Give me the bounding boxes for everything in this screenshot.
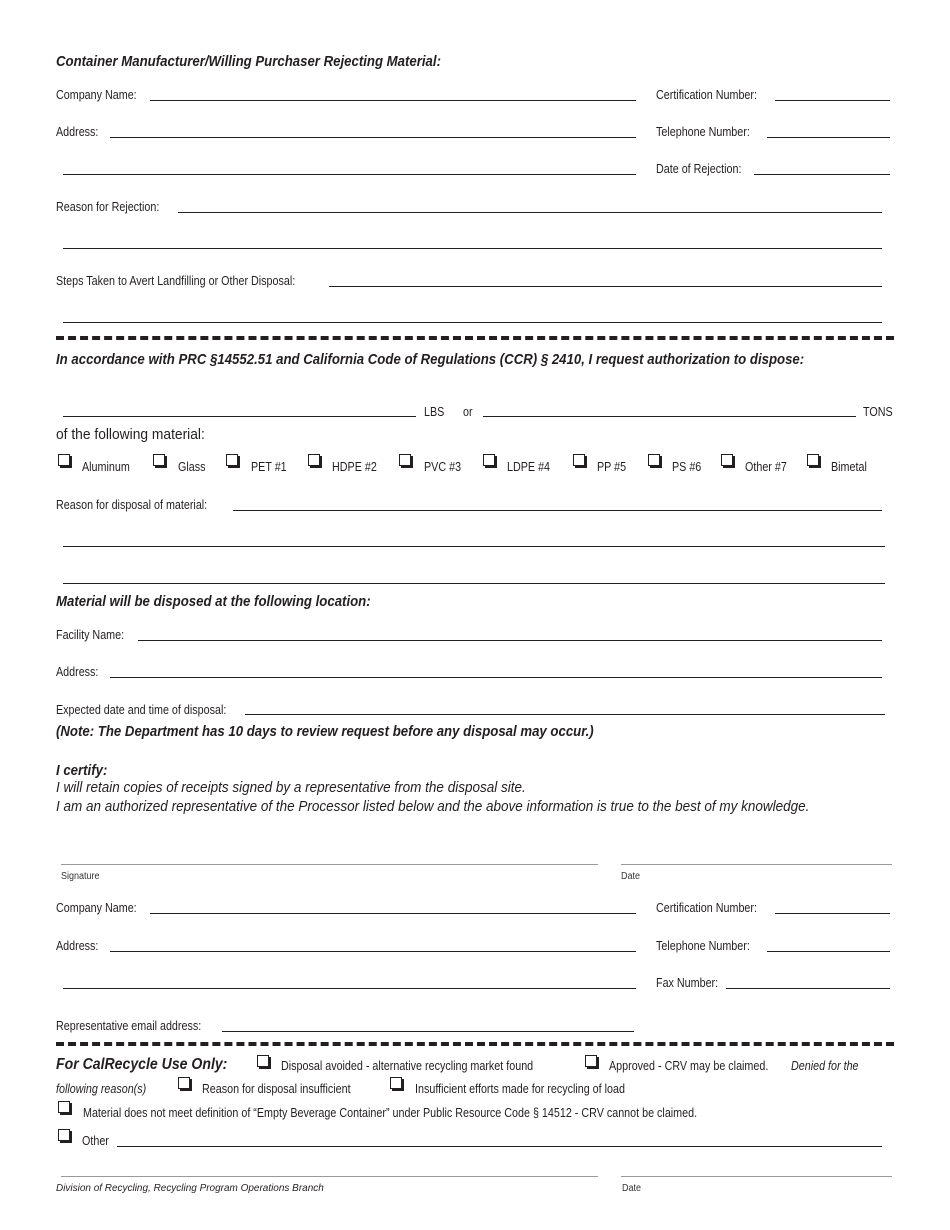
efforts-insufficient-checkbox[interactable] (390, 1077, 402, 1089)
or-label: or (463, 405, 473, 419)
ps-label: PS #6 (672, 460, 702, 474)
ldpe-label: LDPE #4 (507, 460, 551, 474)
reason-for-disposal-field-3[interactable] (63, 583, 885, 584)
certify-line-2: I am an authorized representative of the Processor listed below and the above information is true to the best of my knowledge. (56, 798, 810, 815)
certify-heading: I certify: (56, 762, 108, 779)
aluminum-label: Aluminum (82, 460, 130, 474)
other-7-label: Other #7 (745, 460, 787, 474)
certification-number-label: Certification Number: (656, 88, 757, 102)
email-label: Representative email address: (56, 1019, 202, 1033)
calrecycle-divider (56, 1042, 894, 1046)
pp-checkbox[interactable] (573, 454, 585, 466)
fax-number-field[interactable] (726, 988, 890, 989)
facility-name-field[interactable] (138, 640, 882, 641)
disposal-avoided-checkbox[interactable] (257, 1055, 269, 1067)
email-field[interactable] (222, 1031, 634, 1032)
not-empty-container-checkbox[interactable] (58, 1101, 70, 1113)
section-divider (56, 336, 894, 340)
telephone-number-field[interactable] (767, 137, 890, 138)
pet-checkbox[interactable] (226, 454, 238, 466)
glass-label: Glass (178, 460, 206, 474)
processor-certification-number-label: Certification Number: (656, 901, 757, 915)
approved-checkbox[interactable] (585, 1055, 597, 1067)
processor-address-line-2-field[interactable] (63, 988, 636, 989)
processor-certification-number-field[interactable] (775, 913, 890, 914)
steps-taken-label: Steps Taken to Avert Landfilling or Other Disposal: (56, 274, 296, 288)
other-7-checkbox[interactable] (721, 454, 733, 466)
location-address-label: Address: (56, 665, 99, 679)
signature-field[interactable] (61, 864, 598, 865)
lbs-label: LBS (424, 405, 445, 419)
disposal-avoided-label: Disposal avoided - alternative recycling market found (281, 1059, 534, 1073)
pet-label: PET #1 (251, 460, 287, 474)
certify-line-1: I will retain copies of receipts signed by a representative from the disposal site. (56, 779, 526, 796)
date-of-rejection-label: Date of Rejection: (656, 162, 742, 176)
processor-telephone-label: Telephone Number: (656, 939, 750, 953)
rejecting-heading: Container Manufacturer/Willing Purchaser Rejecting Material: (56, 53, 441, 70)
denied-label: Denied for the (791, 1059, 859, 1073)
calrecycle-date-field[interactable] (621, 1176, 892, 1177)
address-label: Address: (56, 125, 99, 139)
reason-for-rejection-field-2[interactable] (63, 248, 882, 249)
steps-taken-field[interactable] (329, 286, 882, 287)
reason-for-disposal-field[interactable] (233, 510, 882, 511)
address-field[interactable] (110, 137, 636, 138)
division-footer: Division of Recycling, Recycling Program Operations Branch (56, 1182, 324, 1194)
company-name-label: Company Name: (56, 88, 137, 102)
pvc-checkbox[interactable] (399, 454, 411, 466)
signature-date-label: Date (621, 871, 641, 882)
signature-label: Signature (61, 871, 100, 882)
other-reason-label: Other (82, 1134, 109, 1148)
aluminum-checkbox[interactable] (58, 454, 70, 466)
ldpe-checkbox[interactable] (483, 454, 495, 466)
other-reason-checkbox[interactable] (58, 1129, 70, 1141)
calrecycle-heading: For CalRecycle Use Only: (56, 1056, 228, 1073)
reason-insufficient-checkbox[interactable] (178, 1077, 190, 1089)
following-reasons-label: following reason(s) (56, 1082, 147, 1096)
telephone-number-label: Telephone Number: (656, 125, 750, 139)
pp-label: PP #5 (597, 460, 627, 474)
certification-number-field[interactable] (775, 100, 890, 101)
efforts-insufficient-label: Insufficient efforts made for recycling of load (415, 1082, 625, 1096)
date-of-rejection-field[interactable] (754, 174, 890, 175)
review-note: (Note: The Department has 10 days to review request before any disposal may occur.) (56, 723, 594, 740)
hdpe-checkbox[interactable] (308, 454, 320, 466)
company-name-field[interactable] (150, 100, 636, 101)
expected-date-field[interactable] (245, 714, 885, 715)
bimetal-label: Bimetal (831, 460, 867, 474)
signature-date-field[interactable] (621, 864, 892, 865)
reason-insufficient-label: Reason for disposal insufficient (202, 1082, 351, 1096)
processor-company-name-field[interactable] (150, 913, 636, 914)
fax-number-label: Fax Number: (656, 976, 719, 990)
authorization-heading: In accordance with PRC §14552.51 and California Code of Regulations (CCR) § 2410, I request authorization to dispose: (56, 351, 805, 368)
calrecycle-date-label: Date (622, 1183, 642, 1194)
facility-name-label: Facility Name: (56, 628, 125, 642)
calrecycle-signature-field[interactable] (61, 1176, 598, 1177)
processor-company-name-label: Company Name: (56, 901, 137, 915)
address-line-2-field[interactable] (63, 174, 636, 175)
hdpe-label: HDPE #2 (332, 460, 377, 474)
processor-telephone-field[interactable] (767, 951, 890, 952)
reason-for-rejection-field[interactable] (178, 212, 882, 213)
reason-for-disposal-field-2[interactable] (63, 546, 885, 547)
tons-field[interactable] (483, 416, 856, 417)
other-reason-field[interactable] (117, 1146, 882, 1147)
lbs-field[interactable] (63, 416, 416, 417)
reason-for-disposal-label: Reason for disposal of material: (56, 498, 208, 512)
pvc-label: PVC #3 (424, 460, 462, 474)
not-empty-container-label: Material does not meet definition of “Empty Beverage Container” under Public Resource Code § 14512 - CRV cannot be claimed. (83, 1106, 698, 1120)
reason-for-rejection-label: Reason for Rejection: (56, 200, 160, 214)
ps-checkbox[interactable] (648, 454, 660, 466)
glass-checkbox[interactable] (153, 454, 165, 466)
tons-label: TONS (863, 405, 893, 419)
processor-address-field[interactable] (110, 951, 636, 952)
location-heading: Material will be disposed at the following location: (56, 593, 371, 610)
following-material-label: of the following material: (56, 426, 205, 443)
steps-taken-field-2[interactable] (63, 322, 882, 323)
bimetal-checkbox[interactable] (807, 454, 819, 466)
expected-date-label: Expected date and time of disposal: (56, 703, 227, 717)
location-address-field[interactable] (110, 677, 882, 678)
processor-address-label: Address: (56, 939, 99, 953)
approved-label: Approved - CRV may be claimed. (609, 1059, 769, 1073)
